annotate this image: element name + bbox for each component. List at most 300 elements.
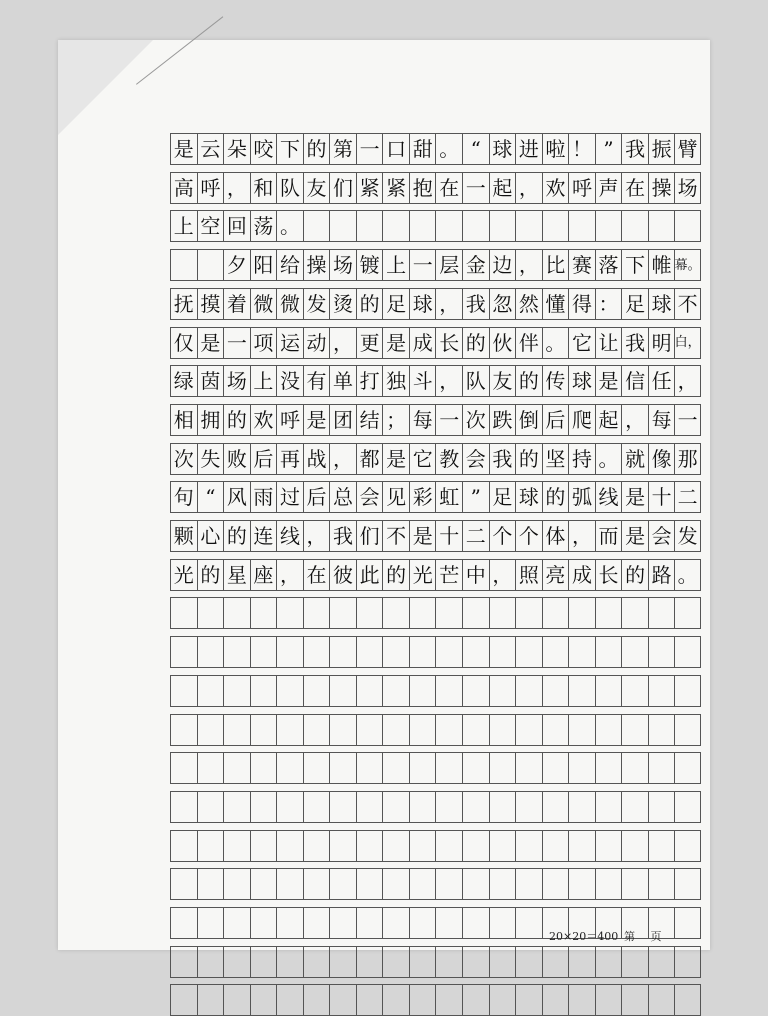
grid-cell	[621, 869, 648, 899]
grid-cell	[329, 831, 356, 861]
grid-cell: 层	[435, 250, 462, 280]
grid-cell: 微	[276, 289, 303, 319]
grid-cell	[648, 985, 675, 1015]
grid-cell	[674, 598, 701, 628]
grid-cell	[276, 753, 303, 783]
grid-cell: 一	[409, 250, 436, 280]
grid-cell	[409, 637, 436, 667]
grid-cell	[489, 211, 516, 241]
text-row	[170, 365, 701, 397]
grid-cell: 边	[489, 250, 516, 280]
grid-cell	[674, 947, 701, 977]
grid-cell: 持	[568, 444, 595, 474]
grid-cell	[382, 831, 409, 861]
grid-cell: 的	[515, 366, 542, 396]
grid-cell	[489, 715, 516, 745]
grid-cell	[197, 908, 224, 938]
grid-cell	[489, 753, 516, 783]
grid-cell	[674, 715, 701, 745]
grid-cell: 镀	[356, 250, 383, 280]
grid-cell: 句	[170, 482, 197, 512]
grid-cell: 球	[515, 482, 542, 512]
grid-cell: 打	[356, 366, 383, 396]
grid-cell: 仅	[170, 328, 197, 358]
grid-cell	[674, 637, 701, 667]
grid-cell	[303, 792, 330, 822]
grid-cell	[356, 715, 383, 745]
grid-cell: 虹	[435, 482, 462, 512]
grid-cell	[648, 676, 675, 706]
grid-cell	[621, 676, 648, 706]
grid-cell	[250, 831, 277, 861]
grid-cell	[276, 676, 303, 706]
grid-cell	[595, 869, 622, 899]
grid-cell: 烫	[329, 289, 356, 319]
grid-cell	[382, 985, 409, 1015]
grid-cell	[621, 211, 648, 241]
grid-cell	[489, 792, 516, 822]
grid-cell	[435, 715, 462, 745]
grid-cell: 后	[542, 405, 569, 435]
grid-cell	[435, 869, 462, 899]
grid-cell: 一	[356, 134, 383, 164]
grid-cell: 风	[223, 482, 250, 512]
grid-cell	[170, 598, 197, 628]
grid-cell	[489, 908, 516, 938]
grid-cell	[276, 947, 303, 977]
grid-cell: ，	[621, 405, 648, 435]
grid-cell: 而	[595, 521, 622, 551]
grid-cell: 的	[223, 405, 250, 435]
grid-cell: 在	[621, 173, 648, 203]
grid-cell: 抚	[170, 289, 197, 319]
grid-cell	[435, 676, 462, 706]
grid-cell	[489, 676, 516, 706]
grid-cell	[435, 985, 462, 1015]
grid-cell: 坚	[542, 444, 569, 474]
grid-cell	[382, 869, 409, 899]
grid-cell	[276, 869, 303, 899]
grid-cell	[329, 715, 356, 745]
grid-cell	[542, 637, 569, 667]
grid-cell: 是	[595, 366, 622, 396]
grid-cell: 二	[674, 482, 701, 512]
grid-cell	[382, 211, 409, 241]
grid-cell: 。	[435, 134, 462, 164]
grid-cell: 幕。	[674, 250, 701, 280]
grid-cell: 我	[462, 289, 489, 319]
grid-cell: 后	[250, 444, 277, 474]
grid-cell: 金	[462, 250, 489, 280]
grid-cell: 是	[303, 405, 330, 435]
grid-cell	[197, 250, 224, 280]
grid-cell: 上	[382, 250, 409, 280]
grid-cell: 信	[621, 366, 648, 396]
grid-cell	[170, 947, 197, 977]
grid-cell: 友	[303, 173, 330, 203]
grid-cell	[568, 715, 595, 745]
grid-cell: 。	[542, 328, 569, 358]
grid-cell: 操	[303, 250, 330, 280]
grid-cell	[329, 792, 356, 822]
grid-cell	[329, 908, 356, 938]
grid-cell	[435, 908, 462, 938]
grid-cell	[409, 676, 436, 706]
grid-cell: 帷	[648, 250, 675, 280]
grid-cell	[382, 676, 409, 706]
grid-cell	[170, 831, 197, 861]
grid-cell: 败	[223, 444, 250, 474]
grid-cell	[276, 831, 303, 861]
grid-cell: 次	[170, 444, 197, 474]
grid-cell: 队	[462, 366, 489, 396]
empty-row	[170, 907, 701, 939]
grid-cell: 个	[515, 521, 542, 551]
grid-cell: 星	[223, 560, 250, 590]
grid-cell	[276, 637, 303, 667]
grid-cell: ，	[489, 560, 516, 590]
grid-cell	[382, 715, 409, 745]
grid-cell: 紧	[382, 173, 409, 203]
grid-cell	[542, 792, 569, 822]
grid-cell	[674, 985, 701, 1015]
grid-cell: 友	[489, 366, 516, 396]
grid-cell: 心	[197, 521, 224, 551]
grid-cell	[648, 831, 675, 861]
grid-cell	[197, 753, 224, 783]
grid-cell: 得	[568, 289, 595, 319]
grid-cell	[356, 869, 383, 899]
grid-cell: 抱	[409, 173, 436, 203]
grid-cell	[515, 715, 542, 745]
grid-cell: 的	[462, 328, 489, 358]
grid-cell: 的	[621, 560, 648, 590]
grid-cell	[250, 753, 277, 783]
grid-cell	[568, 598, 595, 628]
grid-cell: 绿	[170, 366, 197, 396]
empty-row	[170, 984, 701, 1016]
grid-cell	[595, 211, 622, 241]
grid-cell	[462, 676, 489, 706]
grid-cell	[329, 985, 356, 1015]
grid-cell: ”	[462, 482, 489, 512]
grid-cell: 呼	[568, 173, 595, 203]
grid-cell: 微	[250, 289, 277, 319]
empty-row	[170, 597, 701, 629]
page-number-label: 第 页	[624, 930, 662, 943]
grid-cell: 欢	[542, 173, 569, 203]
grid-cell	[303, 211, 330, 241]
grid-cell: 比	[542, 250, 569, 280]
grid-cell	[223, 908, 250, 938]
grid-cell	[223, 985, 250, 1015]
grid-cell: 的	[382, 560, 409, 590]
grid-cell	[170, 869, 197, 899]
grid-cell: 场	[674, 173, 701, 203]
grid-cell	[197, 637, 224, 667]
grid-cell: 它	[568, 328, 595, 358]
grid-cell: ，	[329, 444, 356, 474]
grid-cell: ，	[223, 173, 250, 203]
grid-cell	[462, 869, 489, 899]
grid-cell: 给	[276, 250, 303, 280]
grid-cell: 操	[648, 173, 675, 203]
grid-cell	[170, 753, 197, 783]
grid-cell	[223, 598, 250, 628]
grid-cell: 让	[595, 328, 622, 358]
grid-cell	[542, 676, 569, 706]
grid-cell	[515, 792, 542, 822]
grid-cell: 然	[515, 289, 542, 319]
grid-cell	[303, 676, 330, 706]
grid-cell	[382, 908, 409, 938]
grid-cell: 们	[356, 521, 383, 551]
grid-cell	[329, 598, 356, 628]
grid-cell	[170, 676, 197, 706]
grid-cell	[595, 598, 622, 628]
grid-cell: 是	[382, 328, 409, 358]
empty-row	[170, 791, 701, 823]
grid-cell	[250, 947, 277, 977]
grid-cell: 足	[382, 289, 409, 319]
grid-cell: 落	[595, 250, 622, 280]
empty-row	[170, 675, 701, 707]
grid-cell	[356, 637, 383, 667]
empty-row	[170, 946, 701, 978]
grid-cell	[595, 637, 622, 667]
grid-cell	[223, 947, 250, 977]
grid-cell: 空	[197, 211, 224, 241]
grid-cell: 二	[462, 521, 489, 551]
grid-cell: 一	[435, 405, 462, 435]
grid-cell: 教	[435, 444, 462, 474]
grid-cell	[674, 676, 701, 706]
empty-row	[170, 636, 701, 668]
grid-cell: 是	[621, 482, 648, 512]
grid-cell: 线	[276, 521, 303, 551]
grid-cell: 伴	[515, 328, 542, 358]
grid-cell	[276, 715, 303, 745]
grid-cell: ，	[674, 366, 701, 396]
grid-cell: 球	[489, 134, 516, 164]
text-row	[170, 172, 701, 204]
grid-cell	[303, 869, 330, 899]
text-row	[170, 481, 701, 513]
grid-cell	[515, 637, 542, 667]
grid-cell	[621, 947, 648, 977]
grid-cell	[621, 792, 648, 822]
grid-cell: 会	[648, 521, 675, 551]
grid-cell	[329, 947, 356, 977]
grid-cell: 臂	[674, 134, 701, 164]
grid-cell	[568, 985, 595, 1015]
grid-cell	[303, 831, 330, 861]
grid-cell: 是	[409, 521, 436, 551]
grid-cell	[250, 637, 277, 667]
grid-cell: 个	[489, 521, 516, 551]
grid-cell: 我	[621, 328, 648, 358]
grid-cell	[435, 637, 462, 667]
grid-cell	[621, 637, 648, 667]
grid-cell: ，	[329, 328, 356, 358]
grid-cell	[435, 831, 462, 861]
grid-cell	[382, 753, 409, 783]
grid-cell: 路	[648, 560, 675, 590]
grid-cell: 光	[409, 560, 436, 590]
empty-row	[170, 868, 701, 900]
grid-cell	[648, 598, 675, 628]
grid-cell	[409, 715, 436, 745]
grid-cell: 我	[489, 444, 516, 474]
grid-cell: 是	[170, 134, 197, 164]
grid-cell	[462, 715, 489, 745]
grid-cell: 阳	[250, 250, 277, 280]
grid-cell: 倒	[515, 405, 542, 435]
grid-cell	[595, 715, 622, 745]
grid-cell	[303, 598, 330, 628]
grid-cell	[223, 753, 250, 783]
grid-cell: 和	[250, 173, 277, 203]
grid-cell: 爬	[568, 405, 595, 435]
grid-cell: 忽	[489, 289, 516, 319]
grid-cell	[197, 676, 224, 706]
grid-cell: 成	[568, 560, 595, 590]
grid-cell	[197, 715, 224, 745]
grid-cell	[223, 831, 250, 861]
grid-cell	[435, 792, 462, 822]
grid-cell	[356, 985, 383, 1015]
grid-cell: 线	[595, 482, 622, 512]
grid-cell: 后	[303, 482, 330, 512]
grid-cell: 。	[276, 211, 303, 241]
grid-cell	[170, 637, 197, 667]
grid-cell	[674, 869, 701, 899]
grid-cell	[223, 637, 250, 667]
grid-cell	[382, 637, 409, 667]
grid-cell: 中	[462, 560, 489, 590]
grid-cell: 彼	[329, 560, 356, 590]
grid-cell	[462, 908, 489, 938]
grid-cell: 一	[223, 328, 250, 358]
grid-cell	[542, 985, 569, 1015]
grid-cell: 就	[621, 444, 648, 474]
grid-cell: 传	[542, 366, 569, 396]
grid-cell	[515, 947, 542, 977]
empty-row	[170, 714, 701, 746]
grid-cell: 此	[356, 560, 383, 590]
grid-cell	[329, 211, 356, 241]
grid-cell: 相	[170, 405, 197, 435]
grid-cell	[621, 715, 648, 745]
grid-cell: 高	[170, 173, 197, 203]
grid-cell	[621, 831, 648, 861]
text-row	[170, 210, 701, 242]
grid-cell: 上	[170, 211, 197, 241]
grid-cell: 甜	[409, 134, 436, 164]
grid-cell	[648, 792, 675, 822]
grid-cell: “	[197, 482, 224, 512]
grid-cell	[462, 947, 489, 977]
grid-cell: 摸	[197, 289, 224, 319]
grid-cell	[303, 985, 330, 1015]
grid-cell: 不	[382, 521, 409, 551]
grid-cell	[197, 985, 224, 1015]
grid-cell	[197, 869, 224, 899]
grid-cell: 夕	[223, 250, 250, 280]
text-row	[170, 133, 701, 165]
grid-cell: 振	[648, 134, 675, 164]
grid-cell: 芒	[435, 560, 462, 590]
grid-cell	[568, 947, 595, 977]
grid-cell: 发	[674, 521, 701, 551]
grid-cell	[356, 676, 383, 706]
grid-cell	[674, 753, 701, 783]
grid-cell	[515, 869, 542, 899]
grid-cell: 足	[489, 482, 516, 512]
grid-cell: 我	[621, 134, 648, 164]
grid-cell	[356, 598, 383, 628]
grid-cell: 总	[329, 482, 356, 512]
empty-row	[170, 830, 701, 862]
grid-cell	[515, 753, 542, 783]
grid-cell	[489, 598, 516, 628]
grid-cell: 咬	[250, 134, 277, 164]
grid-cell: 战	[303, 444, 330, 474]
grid-cell: 雨	[250, 482, 277, 512]
grid-cell: 弧	[568, 482, 595, 512]
grid-cell	[435, 753, 462, 783]
folded-corner	[58, 40, 153, 135]
grid-cell: ；	[382, 405, 409, 435]
grid-cell	[329, 753, 356, 783]
grid-cell	[250, 985, 277, 1015]
grid-cell	[568, 676, 595, 706]
grid-cell	[462, 985, 489, 1015]
grid-cell: 赛	[568, 250, 595, 280]
grid-cell: 。	[595, 444, 622, 474]
grid-cell	[303, 947, 330, 977]
grid-cell	[515, 908, 542, 938]
grid-cell	[170, 715, 197, 745]
grid-cell: 起	[489, 173, 516, 203]
grid-cell	[648, 211, 675, 241]
grid-cell: 明	[648, 328, 675, 358]
grid-cell	[515, 598, 542, 628]
grid-cell: ！	[568, 134, 595, 164]
grid-cell: 口	[382, 134, 409, 164]
grid-cell: 足	[621, 289, 648, 319]
grid-cell	[489, 985, 516, 1015]
grid-cell: 亮	[542, 560, 569, 590]
grid-cell: 的	[197, 560, 224, 590]
grid-cell: ，	[568, 521, 595, 551]
grid-cell	[462, 792, 489, 822]
grid-cell: 单	[329, 366, 356, 396]
grid-cell	[595, 947, 622, 977]
grid-cell	[435, 598, 462, 628]
grid-cell: 长	[595, 560, 622, 590]
grid-cell	[170, 908, 197, 938]
grid-cell: ：	[595, 289, 622, 319]
grid-cell: 在	[435, 173, 462, 203]
grid-cell: 的	[356, 289, 383, 319]
grid-cell	[197, 792, 224, 822]
grid-cell	[276, 598, 303, 628]
grid-cell: 团	[329, 405, 356, 435]
grid-cell	[276, 985, 303, 1015]
grid-cell	[170, 985, 197, 1015]
grid-cell	[568, 637, 595, 667]
